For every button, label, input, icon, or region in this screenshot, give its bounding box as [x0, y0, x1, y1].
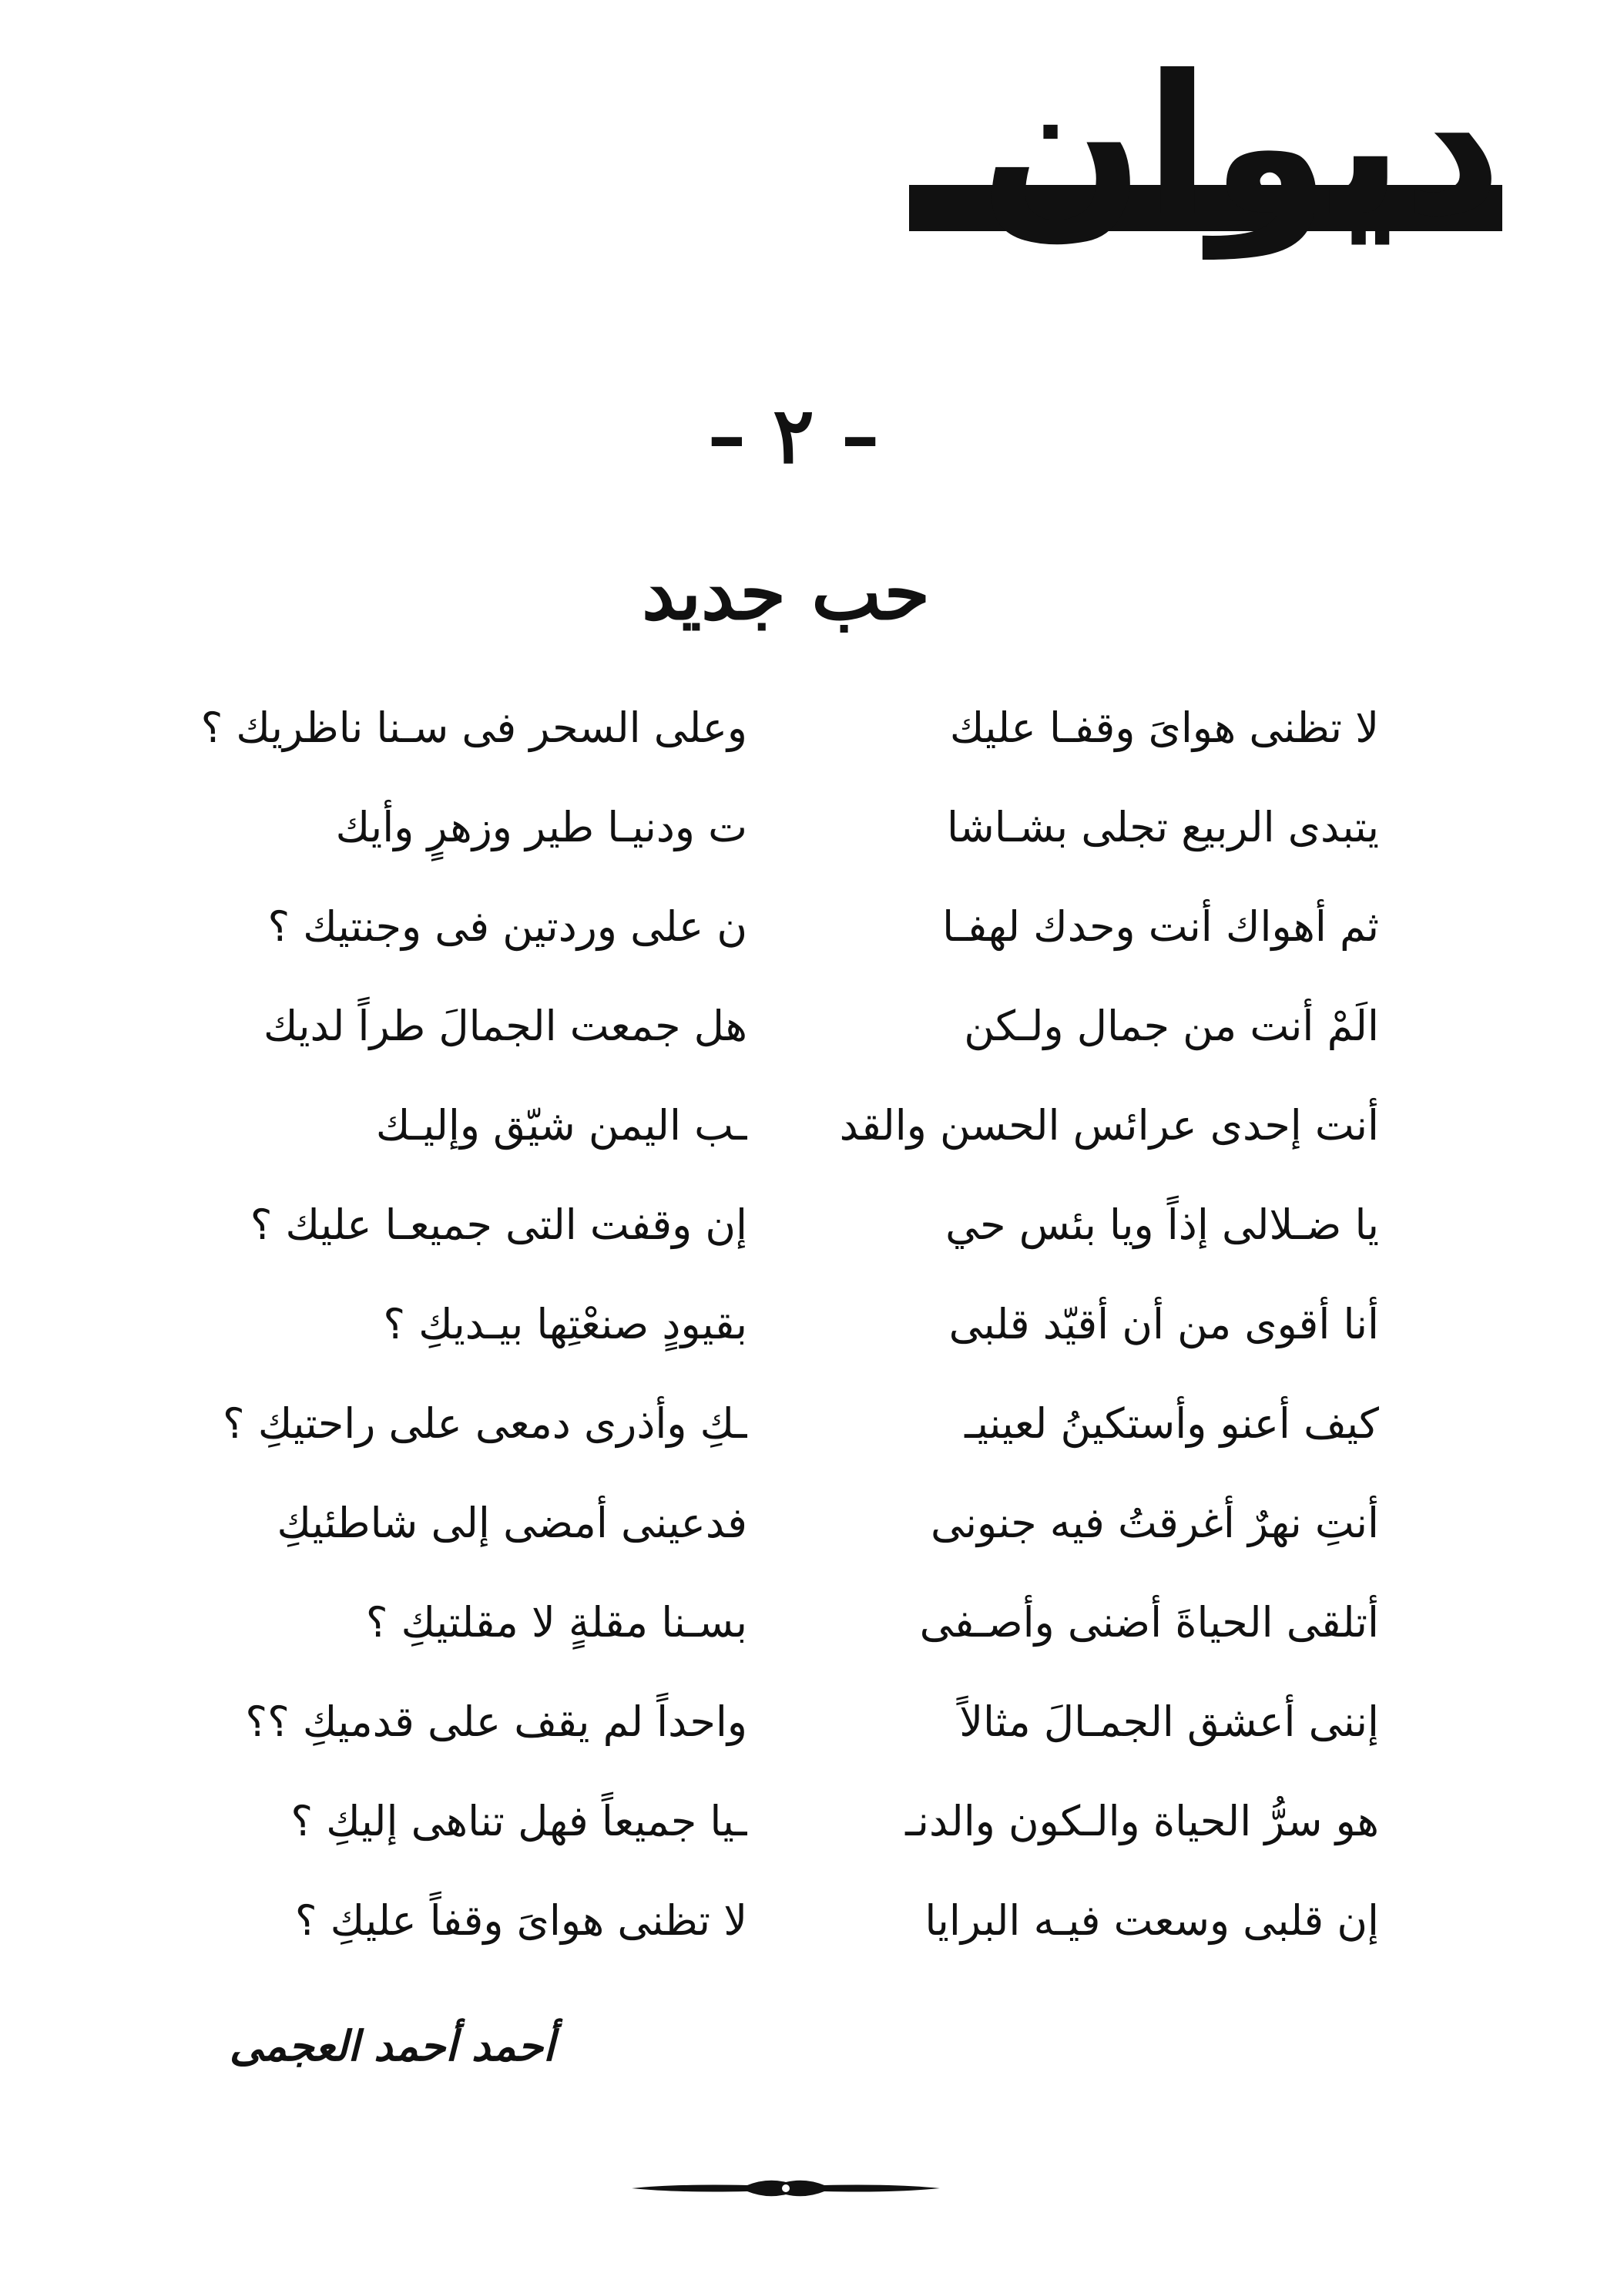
verse-first-hemistich: هو سرُّ الحياة والـكون والدنـ [905, 1797, 1379, 1845]
verse-second-hemistich: إن وقفت التى جميعـا عليك ؟ [250, 1200, 747, 1249]
verse-first-hemistich: الَمْ أنت من جمال ولـكن [964, 1002, 1379, 1050]
verse-line [193, 1672, 1379, 1771]
verse-line [193, 1871, 1379, 1970]
verse-second-hemistich: ـكِ وأذرى دمعى على راحتيكِ ؟ [223, 1399, 747, 1448]
verse-line [193, 1175, 1379, 1274]
verse-first-hemistich: أنتِ نهرٌ أغرقتُ فيه جنونى [931, 1499, 1379, 1547]
verse-first-hemistich: أنا أقوى من أن أقيّد قلبى [948, 1300, 1379, 1348]
verse-line [193, 678, 1379, 777]
poem-verses [193, 678, 1379, 1988]
verse-line [193, 1374, 1379, 1473]
verse-line [193, 877, 1379, 976]
verse-first-hemistich: يا ضـلالى إذاً ويا بئس حي [945, 1200, 1379, 1249]
verse-first-hemistich: ثم أهواك أنت وحدك لهفـا [942, 902, 1379, 951]
verse-second-hemistich: فدعينى أمضى إلى شاطئيكِ [277, 1499, 747, 1547]
verse-line [193, 1473, 1379, 1573]
verse-second-hemistich: ـيا جميعاً فهل تناهى إليكِ ؟ [290, 1797, 747, 1845]
verse-line [193, 1771, 1379, 1871]
author-signature: أحمد أحمد العجمى [229, 2021, 555, 2070]
poem-title: حب جديد [642, 549, 930, 636]
verse-line [193, 1076, 1379, 1175]
verse-second-hemistich: بقيودٍ صنعْتِها بيـديكِ ؟ [383, 1300, 747, 1348]
verse-first-hemistich: أنت إحدى عرائس الحسن والقد [839, 1101, 1379, 1150]
verse-second-hemistich: هل جمعت الجمالَ طراً لديك [263, 1002, 747, 1050]
verse-first-hemistich: إن قلبى وسعت فيـه البرايا [924, 1896, 1379, 1945]
verse-line [193, 976, 1379, 1076]
verse-line [193, 777, 1379, 877]
verse-second-hemistich: ت ودنيـا طير وزهرٍ وأيك [335, 803, 747, 851]
verse-second-hemistich: بسـنا مقلةٍ لا مقلتيكِ ؟ [365, 1598, 747, 1647]
verse-line [193, 1274, 1379, 1374]
section-number: – ٢ – [707, 390, 880, 481]
verse-second-hemistich: ـب اليمن شيّق وإليـك [375, 1101, 747, 1150]
verse-second-hemistich: لا تظنى هوایَ وقفاً عليكِ ؟ [294, 1896, 747, 1945]
verse-first-hemistich: لا تظنى هوایَ وقفـا عليك [949, 703, 1379, 752]
verse-first-hemistich: يتبدى الربيع تجلى بشـاشا [947, 803, 1379, 851]
verse-second-hemistich: ن على وردتين فى وجنتيك ؟ [267, 902, 747, 951]
page-header-title: ديوان [980, 34, 1502, 258]
verse-line [193, 1573, 1379, 1672]
verse-second-hemistich: وعلى السحر فى سـنا ناظريك ؟ [200, 703, 747, 752]
end-ornament [632, 2173, 940, 2204]
verse-first-hemistich: كيف أعنو وأستكينُ لعينيـ [965, 1399, 1379, 1448]
verse-first-hemistich: أتلقى الحياةَ أضنى وأصـفى [919, 1598, 1379, 1647]
verse-first-hemistich: إننى أعشق الجمـالَ مثالاً [959, 1697, 1379, 1746]
verse-second-hemistich: واحداً لم يقف على قدميكِ ؟؟ [245, 1697, 747, 1746]
